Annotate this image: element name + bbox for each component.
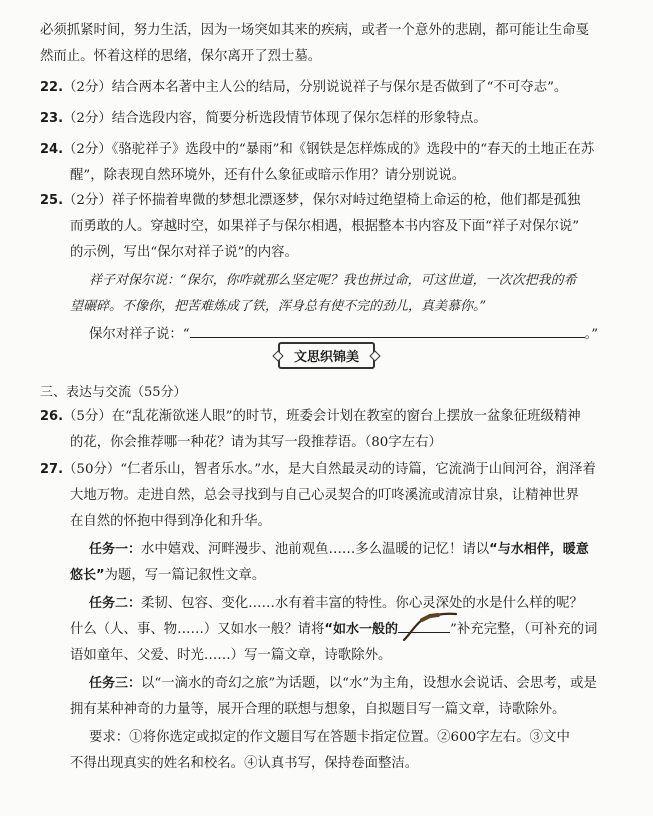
question-25-line-3: 的示例，写出“保尔对祥子说”的内容。 <box>70 245 298 260</box>
section-banner <box>0 342 653 369</box>
answer-prefix: 保尔对祥子说：“ <box>89 327 190 342</box>
task-3-text: 以“一滴水的奇幻之旅”为话题，以“水”为主角，设想水会说话、会思考，或是 <box>141 676 597 691</box>
question-number: 22. <box>40 80 64 95</box>
answer-suffix: 。” <box>584 327 599 342</box>
task-2-text: 柔韧、包容、变化……水有着丰富的特性。你心灵深处的水是什么样的呢？ <box>141 596 583 611</box>
question-24 <box>0 137 653 163</box>
question-text: （2分）结合两本名著中主人公的结局，分别说说祥子与保尔是否做到了“不可夺志”。 <box>63 80 568 95</box>
answer-blank[interactable] <box>190 325 585 338</box>
task-2-line-2 <box>0 617 653 643</box>
question-26-line-2: 的花，你会推荐哪一种花？请为其写一段推荐语。（80字左右） <box>70 435 442 450</box>
task-3-label: 任务三： <box>89 676 142 691</box>
pen-mark-icon <box>400 610 460 644</box>
question-number: 23. <box>40 111 64 126</box>
task-1-label: 任务一： <box>89 542 142 557</box>
question-26 <box>0 404 653 430</box>
question-25 <box>0 188 653 214</box>
task-1-text-2: 为题，写一篇记叙性文章。 <box>104 568 266 583</box>
question-25-line-2: 而勇敢的人。穿越时空，如果祥子与保尔相遇，根据整本书内容及下面“祥子对保尔说” <box>70 219 580 234</box>
question-27 <box>0 457 653 483</box>
question-23 <box>0 106 653 132</box>
intro-line-1: 必须抓紧时间，努力生活，因为一场突如其来的疾病，或者一个意外的悲剧，都可能让生命戛 <box>40 23 590 38</box>
question-number: 25. <box>40 193 64 208</box>
example-quote-line-1: 祥子对保尔说：“保尔，你咋就那么坚定呢？我也拼过命，可这世道，一次次把我的希 <box>89 273 577 288</box>
section-3-heading: 三、表达与交流（55分） <box>40 385 187 400</box>
intro-line-2: 然而止。怀着这样的思绪，保尔离开了烈士墓。 <box>40 49 322 64</box>
task-2-label: 任务二： <box>89 596 142 611</box>
question-text: （2分）祥子怀揣着卑微的梦想北漂逐梦，保尔对峙过绝望椅上命运的枪，他们都是孤独 <box>63 193 581 208</box>
example-quote-line-2: 望碾碎。不像你，把苦难炼成了铁，浑身总有使不完的劲儿，真美慕你。” <box>70 299 487 314</box>
question-24-line-2: 醒”，除表现自然环境外，还有什么象征或暗示作用？请分别说说。 <box>70 168 466 183</box>
question-text: （2分）结合选段内容，简要分析选段情节体现了保尔怎样的形象特点。 <box>63 111 487 126</box>
task-3-line-2: 拥有某种神奇的力量等，展开合理的联想与想象，自拟题目写一篇文章，诗歌除外。 <box>70 702 566 717</box>
task-1-title: “与水相伴，暖意 <box>489 542 589 557</box>
requirements-line-2: 不得出现真实的姓名和校名。④认真书写，保持卷面整洁。 <box>70 756 419 771</box>
task-2-text-2b: ”补充完整，（可补充的词 <box>449 622 598 637</box>
task-3 <box>0 671 653 697</box>
task-1-title-end: 悠长” <box>70 568 105 583</box>
task-1-text: 水中嬉戏、河畔漫步、池前观鱼……多么温暖的记忆！请以 <box>141 542 490 557</box>
question-22 <box>0 75 653 101</box>
question-number: 26. <box>40 409 64 424</box>
question-27-line-3: 在自然的怀抱中得到净化和升华。 <box>70 514 271 529</box>
question-number: 27. <box>40 462 64 477</box>
question-text: （5分）在“乱花渐欲迷人眼”的时节，班委会计划在教室的窗台上摆放一盆象征班级精神 <box>63 409 581 424</box>
question-27-line-2: 大地万物。走进自然，总会寻找到与自己心灵契合的叮咚溪流或清凉甘泉，让精神世界 <box>70 488 579 503</box>
question-number: 24. <box>40 142 64 157</box>
task-1 <box>0 537 653 563</box>
question-text: （2分）《骆驼祥子》选段中的“暴雨”和《钢铁是怎样炼成的》选段中的“春天的土地正在苏 <box>63 142 595 157</box>
requirements-line-1: 要求：①将你选定或拟定的作文题目写在答题卡指定位置。②600字左右。③文中 <box>89 730 570 745</box>
task-2-line-3: 语如童年、父爱、时光……）写一篇文章，诗歌除外。 <box>70 648 392 663</box>
section-badge: 文思织锦美 <box>278 342 375 369</box>
task-2 <box>0 591 653 617</box>
task-2-title: “如水一般的 <box>324 622 398 637</box>
task-2-text-2a: 什么（人、事、物……）又如水一般？请将 <box>70 622 325 637</box>
question-text: （50分）“仁者乐山，智者乐水。”水，是大自然最灵动的诗篇，它流淌于山间河谷，润泽着 <box>63 462 596 477</box>
task-1-line-2 <box>0 563 653 589</box>
